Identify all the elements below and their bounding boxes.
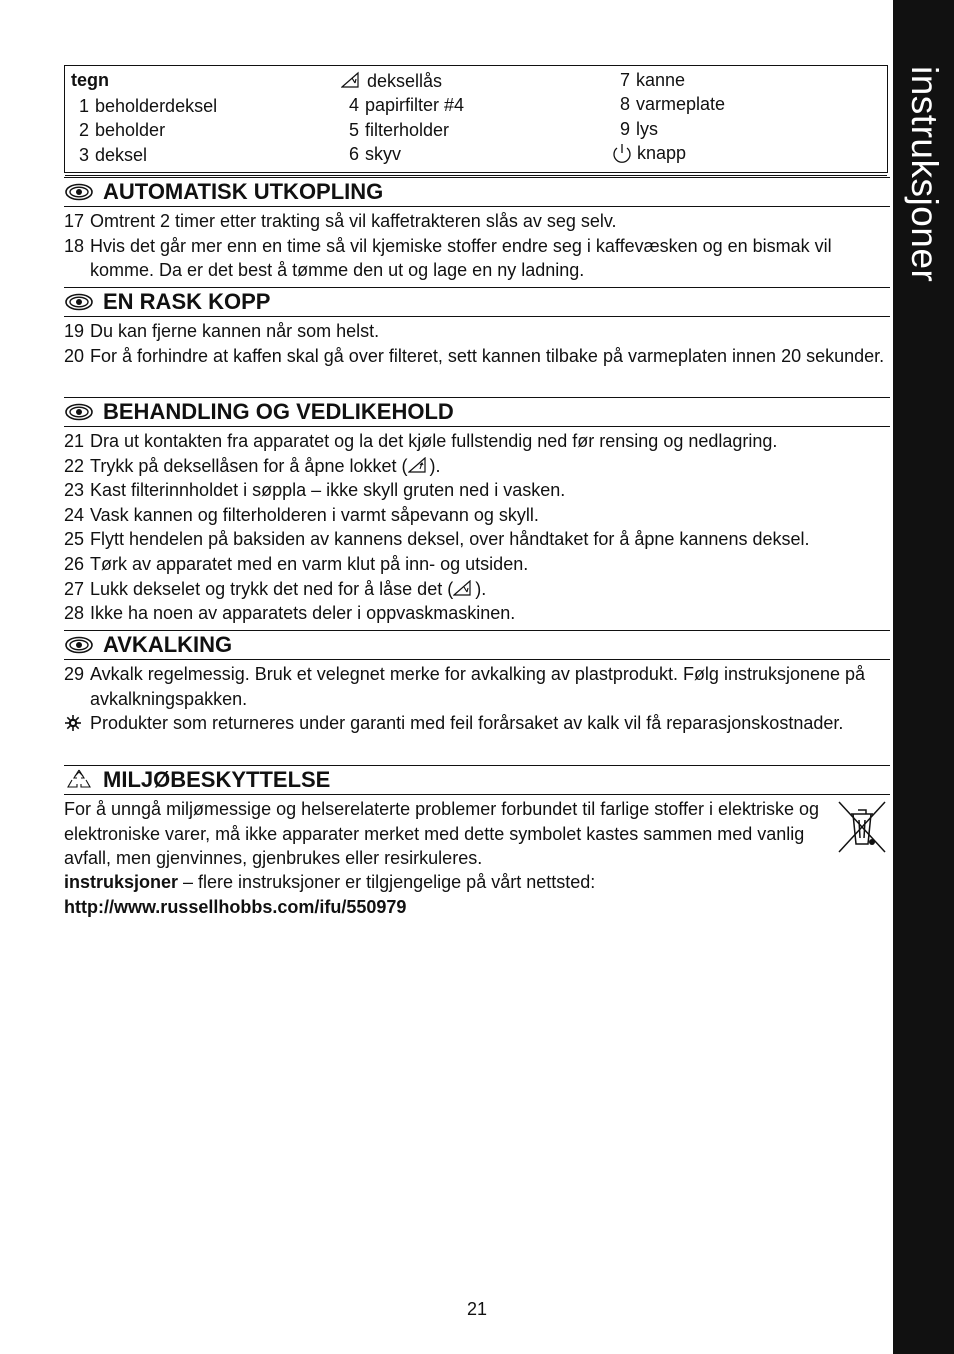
section-heading-auto-off <box>64 177 890 207</box>
list-item: 25 Flytt hendelen på baksiden av kannens deksel, over håndtaket for å åpne kannens deksel. <box>64 529 810 550</box>
lid-lock-icon <box>341 71 363 89</box>
section-heading-care <box>64 397 890 427</box>
eye-icon <box>64 403 94 421</box>
side-tab-label: instruksjoner <box>904 66 945 283</box>
instructions-url[interactable]: http://www.russellhobbs.com/ifu/550979 <box>64 897 407 917</box>
descaling-list <box>64 662 890 736</box>
section-heading-quick-cup <box>64 287 890 317</box>
section-heading-environment <box>64 765 890 795</box>
more-instructions: instruksjoner – flere instruksjoner er tilgjengelige på vårt nettsted: <box>64 872 596 892</box>
warning-star-icon <box>64 711 82 736</box>
key-item: 6 skyv <box>348 144 401 164</box>
list-item: 20 For å forhindre at kaffen skal gå over filteret, sett kannen tilbake på varmeplaten innen 20 sekunder. <box>64 345 885 366</box>
eye-icon <box>64 636 94 654</box>
eye-icon <box>64 183 94 201</box>
section-title: AUTOMATISK UTKOPLING <box>103 179 384 204</box>
parts-key-box <box>64 65 888 173</box>
list-item: 17 Omtrent 2 timer etter trakting så vil kaffetrakteren slås av seg selv. <box>64 211 617 231</box>
key-item: 5 filterholder <box>348 120 450 140</box>
list-item: 27 Lukk dekselet og trykk det ned for å låse det ( ). <box>64 578 487 599</box>
care-list <box>64 429 890 626</box>
list-item: 18 Hvis det går mer enn en time så vil kjemiske stoffer endre seg i kaffevæsken og en bismak vil komme. Da er det best å tømme den ut og lage en ny ladning. <box>64 235 832 281</box>
section-heading-descaling <box>64 630 890 660</box>
key-item: 3 deksel <box>78 145 148 165</box>
auto-off-list <box>64 209 890 283</box>
list-item: 24 Vask kannen og filterholderen i varmt såpevann og skyll. <box>64 504 539 525</box>
power-icon <box>611 143 633 163</box>
key-item: 9 lys <box>619 119 658 139</box>
key-item: knapp <box>611 141 686 165</box>
list-item: 22 Trykk på deksellåsen for å åpne lokket ( ). <box>64 455 441 476</box>
key-item: 7 kanne <box>619 70 686 90</box>
key-item: 1 beholderdeksel <box>78 96 218 116</box>
eye-icon <box>64 293 94 311</box>
section-title: AVKALKING <box>103 632 233 657</box>
page-number: 21 <box>466 1299 488 1319</box>
key-heading: tegn <box>71 70 109 90</box>
list-item: Produkter som returneres under garanti med feil forårsaket av kalk vil få reparasjonskostnader. <box>64 711 890 736</box>
key-item: 2 beholder <box>78 120 166 140</box>
environment-text: For å unngå miljømessige og helserelaterte problemer forbundet til farlige stoffer i elektriske og elektroniske varer, må ikke apparater merket med dette symbolet kastes sammen med vanlig avfall, men gjenvinnes, gjenbrukes eller resirkuleres. <box>64 799 820 869</box>
list-item: 29 Avkalk regelmessig. Bruk et velegnet merke for avkalking av plastprodukt. Følg instruksjonene på avkalkningspakken. <box>64 664 866 709</box>
key-item: deksellås <box>341 69 442 93</box>
key-item: 8 varmeplate <box>619 94 726 114</box>
section-title: BEHANDLING OG VEDLIKEHOLD <box>103 399 454 424</box>
list-item: 28 Ikke ha noen av apparatets deler i oppvaskmaskinen. <box>64 603 516 624</box>
section-title: EN RASK KOPP <box>103 289 271 314</box>
list-item: 26 Tørk av apparatet med en varm klut på inn- og utsiden. <box>64 553 529 574</box>
lid-lock-icon <box>453 580 475 597</box>
section-title: MILJØBESKYTTELSE <box>103 767 331 792</box>
list-item: 23 Kast filterinnholdet i søppla – ikke skyll gruten ned i vasken. <box>64 480 566 501</box>
crossed-bin-icon <box>836 800 888 854</box>
recycle-icon <box>64 768 94 790</box>
key-item: 4 papirfilter #4 <box>348 95 465 115</box>
list-item: 21 Dra ut kontakten fra apparatet og la det kjøle fullstendig ned før rensing og nedlagring. <box>64 431 778 451</box>
list-item: 19 Du kan fjerne kannen når som helst. <box>64 321 380 341</box>
lid-open-icon <box>408 457 430 474</box>
quick-cup-list <box>64 319 890 368</box>
